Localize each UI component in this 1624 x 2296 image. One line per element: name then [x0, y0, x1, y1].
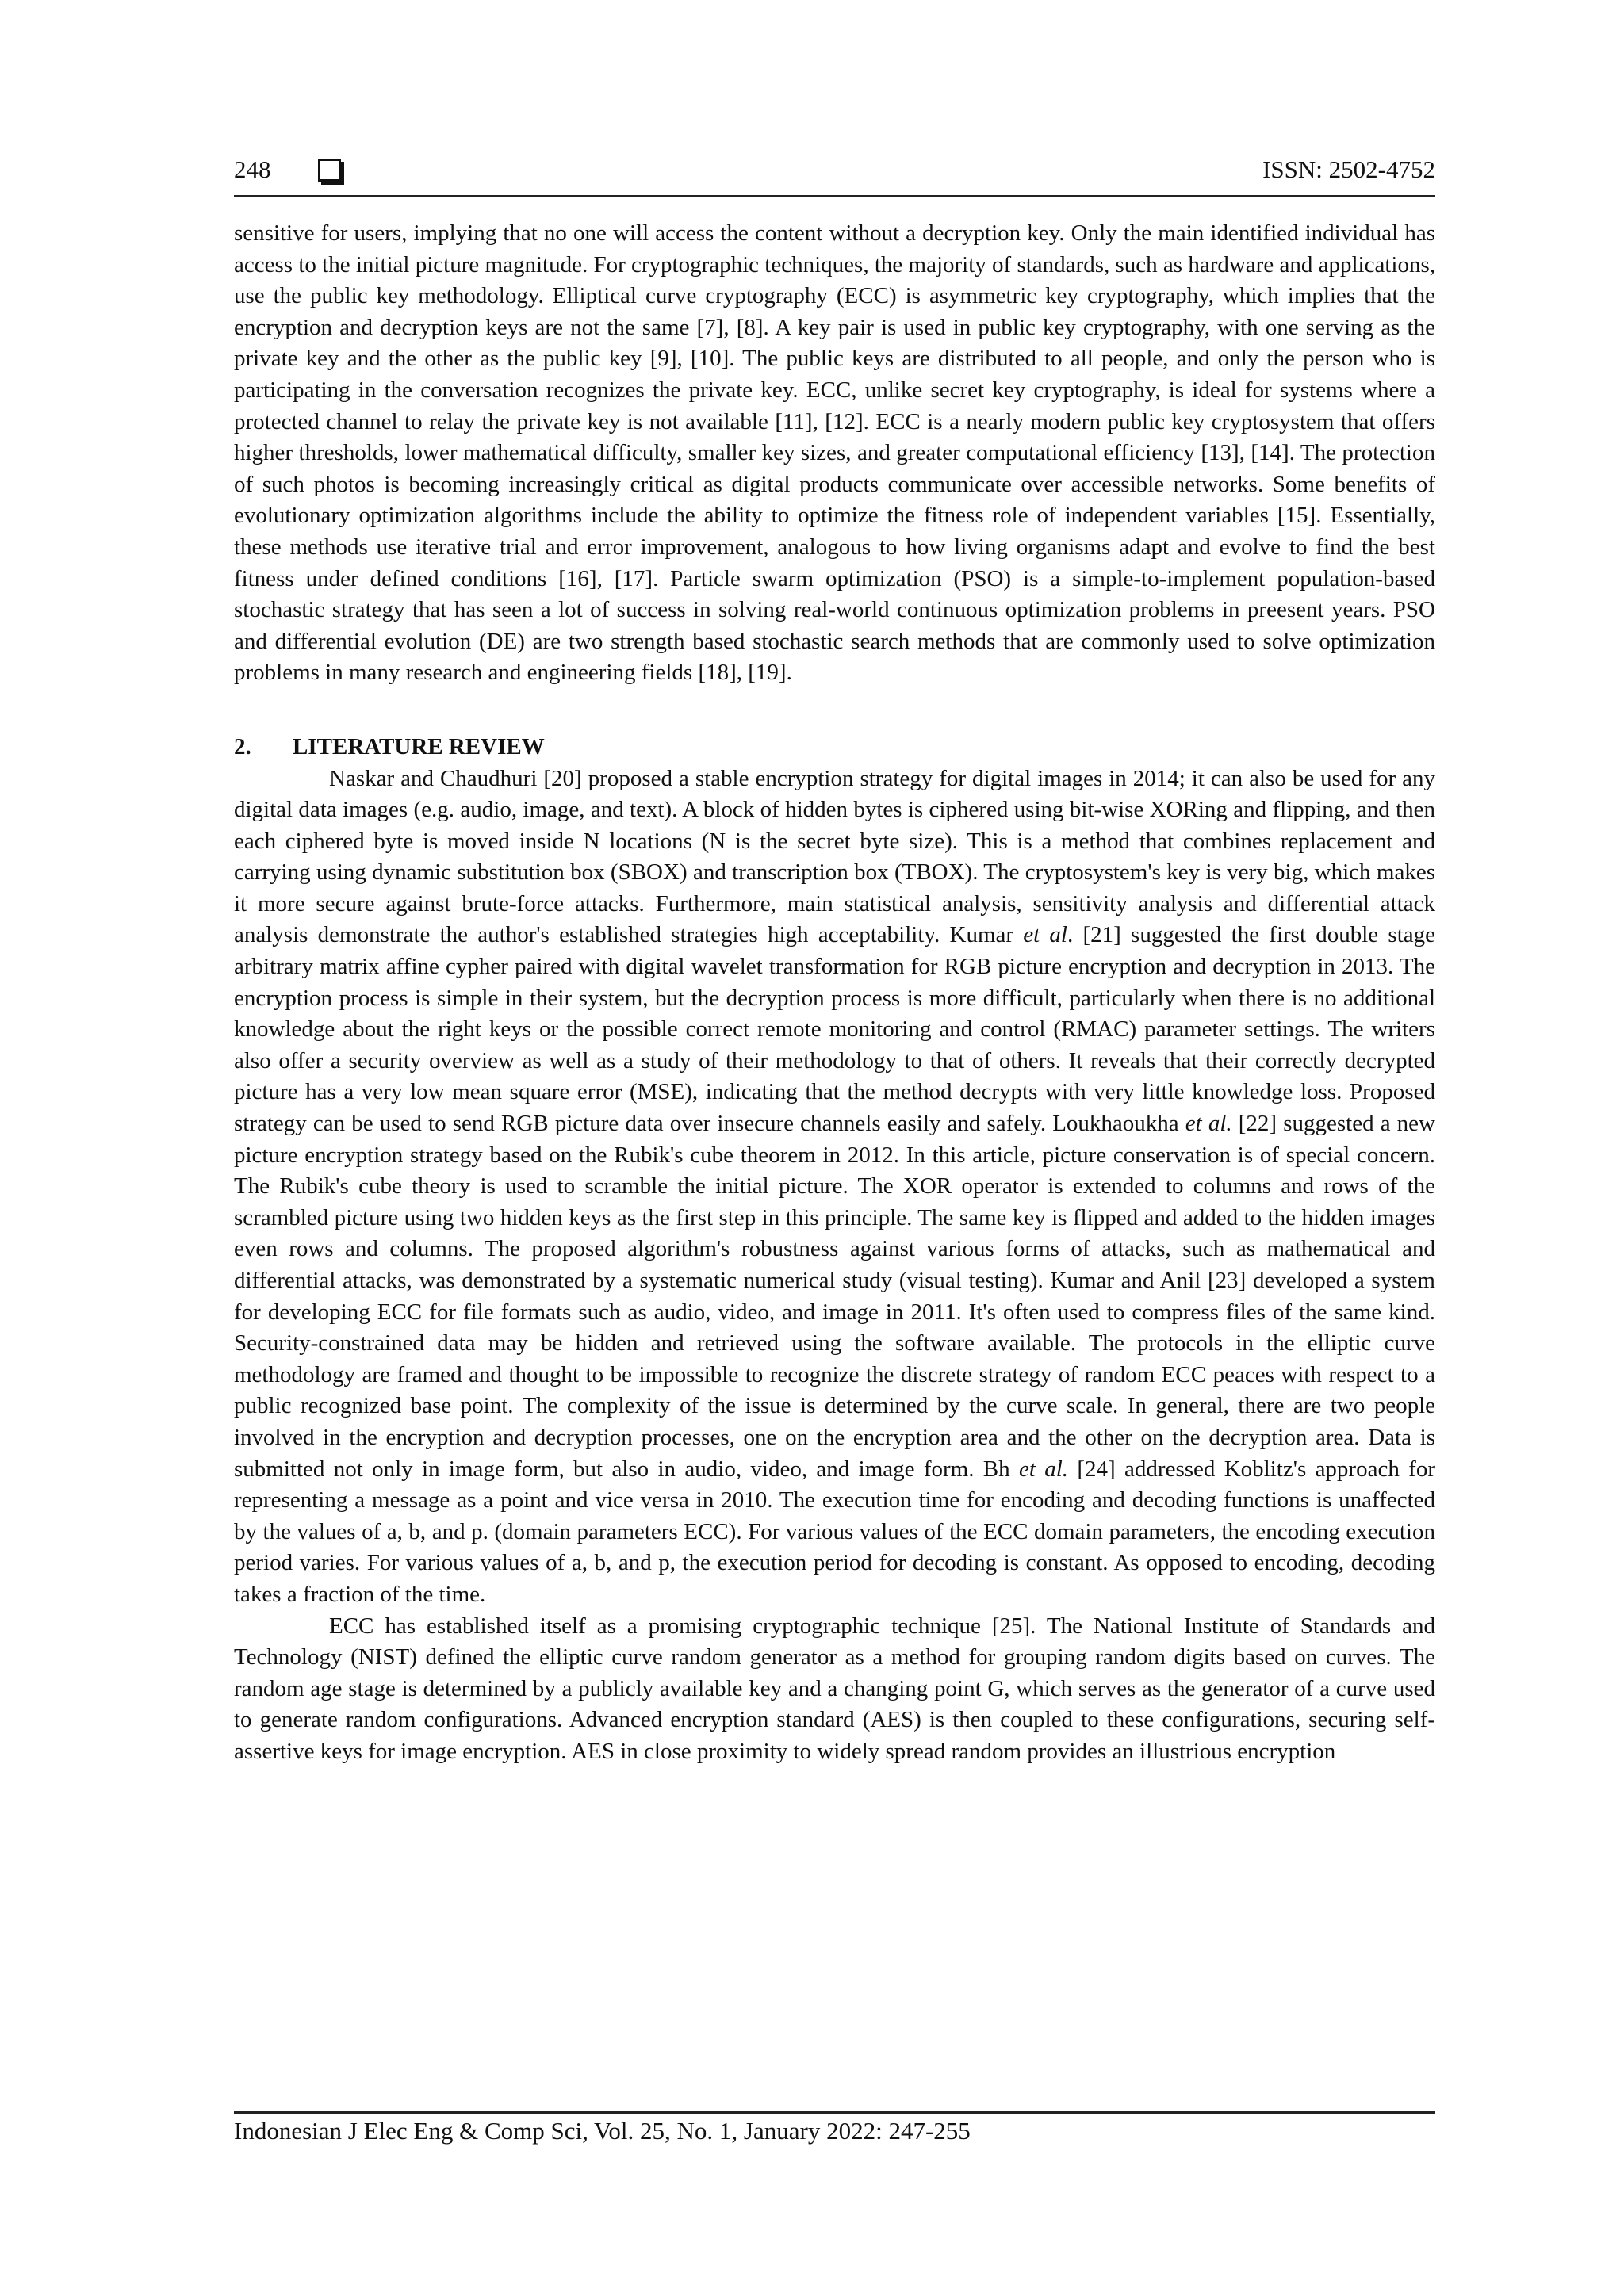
page-number: 248: [234, 155, 271, 183]
page-footer: [234, 2111, 1435, 2145]
et-al-2: et al.: [1185, 1111, 1232, 1137]
page-body: [234, 218, 1435, 1768]
section-title: LITERATURE REVIEW: [293, 733, 545, 760]
lit-text-1: Naskar and Chaudhuri [20] proposed a stable encryption strategy for digital images in 2014; it can also be used for any digital data images (e.g. audio, image, and text). A block of hidden bytes is ciphered using bit-wise XORing and flipping, and then each ciphered byte is moved inside N locations (N is the secret byte size). This is a method that combines replacement and carrying using dynamic substitution box (SBOX) and transcription box (TBOX). The cryptosystem's key is very big, which makes it more secure against brute-force attacks. Furthermore, main statistical analysis, sensitivity analysis and differential attack analysis demonstrate the author's established strategies high acceptability. Kumar: [234, 765, 1435, 948]
journal-citation: Indonesian J Elec Eng & Comp Sci, Vol. 25, No. 1, January 2022: 247-255: [234, 2117, 971, 2145]
intro-paragraph: sensitive for users, implying that no one will access the content without a decryption key. Only the main identified individual has access to the initial picture magnitude. For cryptographic techniques, the majority of standards, such as hardware and applications, use the public key methodology. Elliptical curve cryptography (ECC) is asymmetric key cryptography, which implies that the encryption and decryption keys are not the same [7], [8]. A key pair is used in public key cryptography, with one serving as the private key and the other as the public key [9], [10]. The public keys are distributed to all people, and only the person who is participating in the conversation recognizes the private key. ECC, unlike secret key cryptography, is ideal for systems where a protected channel to relay the private key is not available [11], [12]. ECC is a nearly modern public key cryptosystem that offers higher thresholds, lower mathematical difficulty, smaller key sizes, and greater computational efficiency [13], [14]. The protection of such photos is becoming increasingly critical as digital products communicate over accessible networks. Some benefits of evolutionary optimization algorithms include the ability to optimize the fitness role of independent variables [15]. Essentially, these methods use iterative trial and error improvement, analogous to how living organisms adapt and evolve to find the best fitness under defined conditions [16], [17]. Particle swarm optimization (PSO) is a simple-to-implement population-based stochastic strategy that has seen a lot of success in solving real-world continuous optimization problems in preesent years. PSO and differential evolution (DE) are two strength based stochastic search methods that are commonly used to solve optimization problems in many research and engineering fields [18], [19].: [234, 220, 1435, 686]
et-al-3: et al.: [1018, 1456, 1069, 1482]
et-al-1: et al: [1023, 922, 1067, 948]
page-header: [234, 155, 1435, 197]
section-number: 2.: [234, 733, 251, 760]
literature-paragraph-1: [234, 763, 1435, 1611]
lit-text-4: [24] addressed Koblitz's approach for representing a message as a point and vice versa in 2010. The execution time for encoding and decoding functions is unaffected by the values of a, b, and p. (domain parameters ECC). For various values of the ECC domain parameters, the encoding execution period varies. For various values of a, b, and p, the execution period for decoding is constant. As opposed to encoding, decoding takes a fraction of the time.: [234, 1456, 1435, 1607]
literature-paragraph-2: ECC has established itself as a promising cryptographic technique [25]. The National Institute of Standards and Technology (NIST) defined the elliptic curve random generator as a method for grouping random digits based on curves. The random age stage is determined by a publicly available key and a changing point G, which serves as the generator of a curve used to generate random configurations. Advanced encryption standard (AES) is then coupled to these configurations, securing self-assertive keys for image encryption. AES in close proximity to widely spread random provides an illustrious encryption: [234, 1613, 1435, 1764]
checkbox-square-icon: [318, 159, 341, 182]
section-heading: [234, 732, 1435, 763]
lit-text-2: . [21] suggested the first double stage arbitrary matrix affine cypher paired with digital wavelet transformation for RGB picture encryption and decryption in 2013. The encryption process is simple in their system, but the decryption process is more difficult, particularly when there is no additional knowledge about the right keys or the possible correct remote monitoring and control (RMAC) parameter settings. The writers also offer a security overview as well as a study of their methodology to that of others. It reveals that their correctly decrypted picture has a very low mean square error (MSE), indicating that the method decrypts with very little knowledge loss. Proposed strategy can be used to send RGB picture data over insecure channels easily and safely. Loukhaoukha: [234, 922, 1435, 1137]
issn-label: ISSN: 2502-4752: [1262, 155, 1435, 183]
lit-text-3: [22] suggested a new picture encryption strategy based on the Rubik's cube theorem in 2012. In this article, picture conservation is of special concern. The Rubik's cube theory is used to scramble the initial picture. The XOR operator is extended to columns and rows of the scrambled picture using two hidden keys as the first step in this principle. The same key is flipped and added to the hidden images even rows and columns. The proposed algorithm's robustness against various forms of attacks, such as mathematical and differential attacks, was demonstrated by a systematic numerical study (visual testing). Kumar and Anil [23] developed a system for developing ECC for file formats such as audio, video, and image in 2011. It's often used to compress files of the same kind. Security-constrained data may be hidden and retrieved using the software available. The protocols in the elliptic curve methodology are framed and thought to be impossible to recognize the discrete strategy of random ECC peaces with respect to a public recognized base point. The complexity of the issue is determined by the curve scale. In general, there are two people involved in the encryption and decryption processes, one on the encryption area and the other on the decryption area. Data is submitted not only in image form, but also in audio, video, and image form. Bh: [234, 1111, 1435, 1482]
